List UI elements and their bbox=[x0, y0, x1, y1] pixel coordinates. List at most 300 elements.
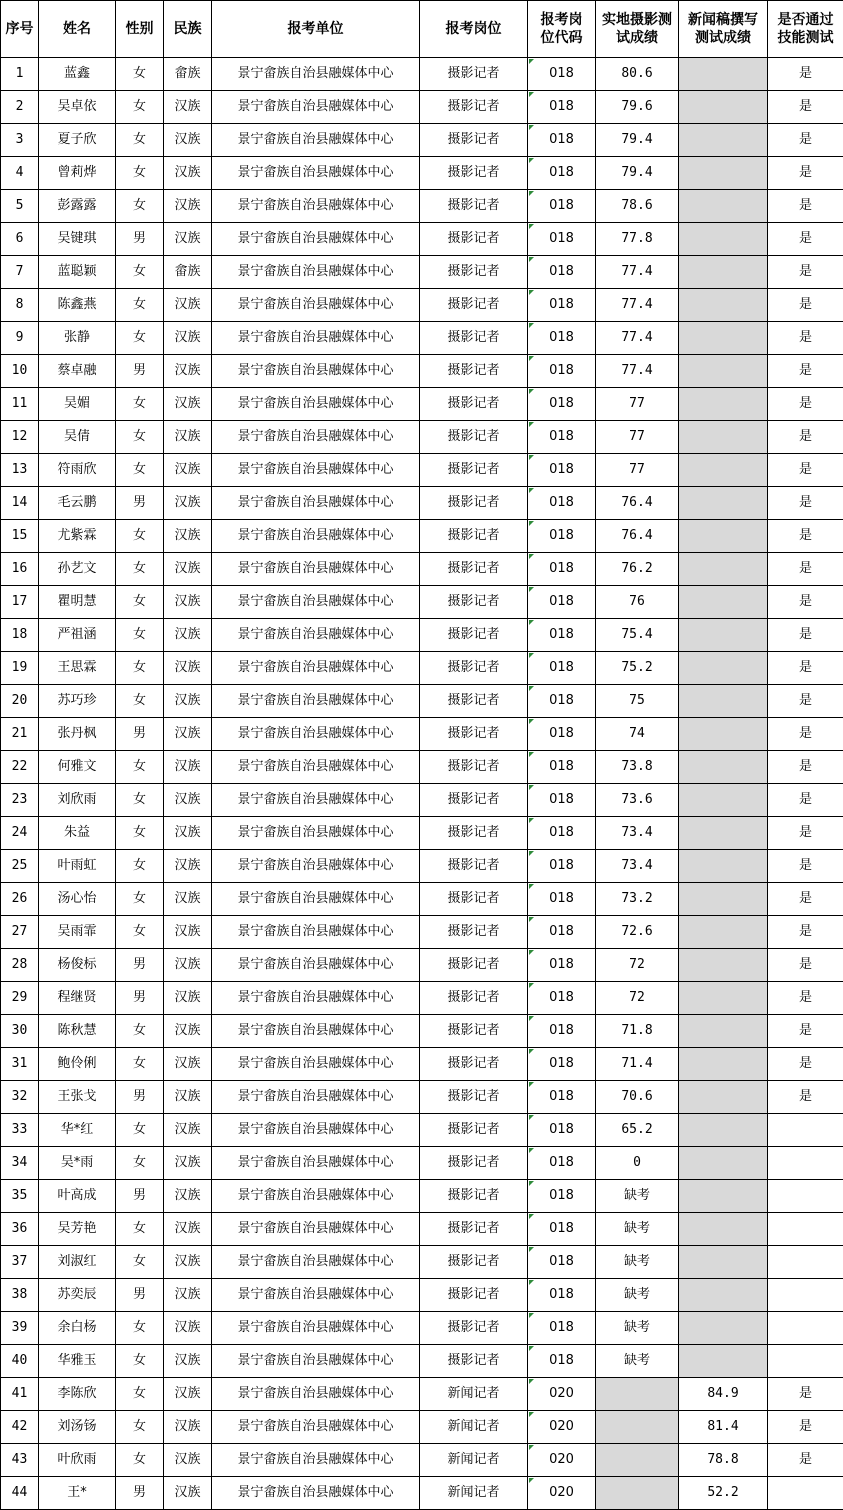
gender-cell: 男 bbox=[116, 949, 164, 982]
name-cell: 夏子欣 bbox=[39, 124, 116, 157]
unit-cell: 景宁畲族自治县融媒体中心 bbox=[212, 223, 420, 256]
seq-cell: 37 bbox=[1, 1246, 39, 1279]
code-cell: 018 bbox=[528, 916, 596, 949]
seq-cell: 9 bbox=[1, 322, 39, 355]
ethnicity-cell: 汉族 bbox=[164, 685, 212, 718]
position-cell: 新闻记者 bbox=[420, 1378, 528, 1411]
name-cell: 刘汤钖 bbox=[39, 1411, 116, 1444]
position-cell: 摄影记者 bbox=[420, 157, 528, 190]
passed-cell bbox=[768, 1312, 843, 1345]
passed-cell: 是 bbox=[768, 586, 843, 619]
gender-cell: 女 bbox=[116, 421, 164, 454]
ethnicity-cell: 汉族 bbox=[164, 388, 212, 421]
name-cell: 王思霖 bbox=[39, 652, 116, 685]
table-row bbox=[1, 619, 843, 652]
gender-cell: 男 bbox=[116, 355, 164, 388]
position-cell: 摄影记者 bbox=[420, 586, 528, 619]
seq-cell: 1 bbox=[1, 58, 39, 91]
unit-cell: 景宁畲族自治县融媒体中心 bbox=[212, 586, 420, 619]
passed-cell: 是 bbox=[768, 355, 843, 388]
code-cell: 018 bbox=[528, 1213, 596, 1246]
unit-cell: 景宁畲族自治县融媒体中心 bbox=[212, 256, 420, 289]
ethnicity-cell: 畲族 bbox=[164, 256, 212, 289]
code-cell: 018 bbox=[528, 487, 596, 520]
seq-cell: 11 bbox=[1, 388, 39, 421]
code-cell: 018 bbox=[528, 58, 596, 91]
news-score-cell bbox=[679, 454, 768, 487]
name-cell: 苏奕辰 bbox=[39, 1279, 116, 1312]
name-cell: 吴媚 bbox=[39, 388, 116, 421]
gender-cell: 男 bbox=[116, 1180, 164, 1213]
table-row bbox=[1, 1411, 843, 1444]
header-position: 报考岗位 bbox=[420, 1, 528, 58]
position-cell: 摄影记者 bbox=[420, 520, 528, 553]
ethnicity-cell: 汉族 bbox=[164, 124, 212, 157]
code-cell: 018 bbox=[528, 355, 596, 388]
seq-cell: 22 bbox=[1, 751, 39, 784]
ethnicity-cell: 汉族 bbox=[164, 586, 212, 619]
table-row bbox=[1, 883, 843, 916]
position-cell: 摄影记者 bbox=[420, 916, 528, 949]
seq-cell: 24 bbox=[1, 817, 39, 850]
photo-score-cell bbox=[596, 1378, 679, 1411]
ethnicity-cell: 汉族 bbox=[164, 652, 212, 685]
news-score-cell bbox=[679, 1180, 768, 1213]
unit-cell: 景宁畲族自治县融媒体中心 bbox=[212, 355, 420, 388]
table-row bbox=[1, 454, 843, 487]
photo-score-cell: 76.4 bbox=[596, 520, 679, 553]
gender-cell: 女 bbox=[116, 388, 164, 421]
seq-cell: 3 bbox=[1, 124, 39, 157]
gender-cell: 男 bbox=[116, 223, 164, 256]
seq-cell: 5 bbox=[1, 190, 39, 223]
seq-cell: 10 bbox=[1, 355, 39, 388]
code-cell: 018 bbox=[528, 1147, 596, 1180]
table-row bbox=[1, 586, 843, 619]
photo-score-cell: 74 bbox=[596, 718, 679, 751]
photo-score-cell: 73.4 bbox=[596, 850, 679, 883]
name-cell: 华*红 bbox=[39, 1114, 116, 1147]
code-cell: 018 bbox=[528, 718, 596, 751]
ethnicity-cell: 汉族 bbox=[164, 1213, 212, 1246]
position-cell: 摄影记者 bbox=[420, 619, 528, 652]
position-cell: 摄影记者 bbox=[420, 1048, 528, 1081]
code-cell: 018 bbox=[528, 685, 596, 718]
position-cell: 摄影记者 bbox=[420, 718, 528, 751]
seq-cell: 14 bbox=[1, 487, 39, 520]
code-cell: 018 bbox=[528, 157, 596, 190]
passed-cell: 是 bbox=[768, 322, 843, 355]
news-score-cell bbox=[679, 421, 768, 454]
photo-score-cell: 71.8 bbox=[596, 1015, 679, 1048]
seq-cell: 13 bbox=[1, 454, 39, 487]
photo-score-cell: 78.6 bbox=[596, 190, 679, 223]
seq-cell: 15 bbox=[1, 520, 39, 553]
photo-score-cell: 缺考 bbox=[596, 1180, 679, 1213]
table-body bbox=[1, 58, 843, 1510]
news-score-cell bbox=[679, 553, 768, 586]
unit-cell: 景宁畲族自治县融媒体中心 bbox=[212, 652, 420, 685]
name-cell: 毛云鹏 bbox=[39, 487, 116, 520]
code-cell: 018 bbox=[528, 289, 596, 322]
passed-cell bbox=[768, 1477, 843, 1510]
name-cell: 苏巧珍 bbox=[39, 685, 116, 718]
ethnicity-cell: 汉族 bbox=[164, 1246, 212, 1279]
news-score-cell bbox=[679, 190, 768, 223]
seq-cell: 16 bbox=[1, 553, 39, 586]
name-cell: 吴倩 bbox=[39, 421, 116, 454]
passed-cell: 是 bbox=[768, 619, 843, 652]
photo-score-cell: 77 bbox=[596, 421, 679, 454]
news-score-cell: 84.9 bbox=[679, 1378, 768, 1411]
code-cell: 018 bbox=[528, 454, 596, 487]
news-score-cell bbox=[679, 1345, 768, 1378]
gender-cell: 男 bbox=[116, 1279, 164, 1312]
table-row bbox=[1, 982, 843, 1015]
table-row bbox=[1, 1345, 843, 1378]
unit-cell: 景宁畲族自治县融媒体中心 bbox=[212, 883, 420, 916]
unit-cell: 景宁畲族自治县融媒体中心 bbox=[212, 1015, 420, 1048]
table-row bbox=[1, 1180, 843, 1213]
code-cell: 018 bbox=[528, 91, 596, 124]
unit-cell: 景宁畲族自治县融媒体中心 bbox=[212, 487, 420, 520]
photo-score-cell: 76.2 bbox=[596, 553, 679, 586]
table-row bbox=[1, 949, 843, 982]
gender-cell: 女 bbox=[116, 1345, 164, 1378]
news-score-cell bbox=[679, 784, 768, 817]
ethnicity-cell: 汉族 bbox=[164, 1378, 212, 1411]
photo-score-cell: 73.2 bbox=[596, 883, 679, 916]
passed-cell: 是 bbox=[768, 1411, 843, 1444]
code-cell: 018 bbox=[528, 190, 596, 223]
news-score-cell bbox=[679, 1147, 768, 1180]
table-row bbox=[1, 751, 843, 784]
unit-cell: 景宁畲族自治县融媒体中心 bbox=[212, 1180, 420, 1213]
table-row bbox=[1, 421, 843, 454]
news-score-cell bbox=[679, 1246, 768, 1279]
news-score-cell bbox=[679, 1015, 768, 1048]
passed-cell bbox=[768, 1114, 843, 1147]
gender-cell: 女 bbox=[116, 289, 164, 322]
table-row bbox=[1, 1114, 843, 1147]
photo-score-cell: 79.4 bbox=[596, 157, 679, 190]
photo-score-cell: 73.6 bbox=[596, 784, 679, 817]
seq-cell: 23 bbox=[1, 784, 39, 817]
table-row bbox=[1, 1246, 843, 1279]
news-score-cell bbox=[679, 652, 768, 685]
news-score-cell bbox=[679, 388, 768, 421]
unit-cell: 景宁畲族自治县融媒体中心 bbox=[212, 685, 420, 718]
ethnicity-cell: 汉族 bbox=[164, 817, 212, 850]
name-cell: 严祖涵 bbox=[39, 619, 116, 652]
passed-cell: 是 bbox=[768, 124, 843, 157]
position-cell: 摄影记者 bbox=[420, 421, 528, 454]
photo-score-cell: 72 bbox=[596, 949, 679, 982]
news-score-cell bbox=[679, 850, 768, 883]
unit-cell: 景宁畲族自治县融媒体中心 bbox=[212, 454, 420, 487]
name-cell: 尤紫霖 bbox=[39, 520, 116, 553]
passed-cell: 是 bbox=[768, 850, 843, 883]
seq-cell: 12 bbox=[1, 421, 39, 454]
unit-cell: 景宁畲族自治县融媒体中心 bbox=[212, 784, 420, 817]
unit-cell: 景宁畲族自治县融媒体中心 bbox=[212, 289, 420, 322]
ethnicity-cell: 汉族 bbox=[164, 421, 212, 454]
position-cell: 摄影记者 bbox=[420, 223, 528, 256]
header-photo-score: 实地摄影测试成绩 bbox=[596, 1, 679, 58]
name-cell: 吴键琪 bbox=[39, 223, 116, 256]
photo-score-cell: 0 bbox=[596, 1147, 679, 1180]
seq-cell: 17 bbox=[1, 586, 39, 619]
passed-cell bbox=[768, 1180, 843, 1213]
news-score-cell bbox=[679, 322, 768, 355]
seq-cell: 27 bbox=[1, 916, 39, 949]
position-cell: 摄影记者 bbox=[420, 685, 528, 718]
position-cell: 摄影记者 bbox=[420, 1081, 528, 1114]
position-cell: 摄影记者 bbox=[420, 751, 528, 784]
position-cell: 摄影记者 bbox=[420, 487, 528, 520]
name-cell: 余白杨 bbox=[39, 1312, 116, 1345]
gender-cell: 女 bbox=[116, 1411, 164, 1444]
photo-score-cell: 72.6 bbox=[596, 916, 679, 949]
photo-score-cell bbox=[596, 1411, 679, 1444]
photo-score-cell: 80.6 bbox=[596, 58, 679, 91]
passed-cell: 是 bbox=[768, 1081, 843, 1114]
gender-cell: 男 bbox=[116, 718, 164, 751]
unit-cell: 景宁畲族自治县融媒体中心 bbox=[212, 1312, 420, 1345]
ethnicity-cell: 汉族 bbox=[164, 718, 212, 751]
seq-cell: 28 bbox=[1, 949, 39, 982]
name-cell: 蔡卓融 bbox=[39, 355, 116, 388]
position-cell: 摄影记者 bbox=[420, 784, 528, 817]
table-row bbox=[1, 1213, 843, 1246]
name-cell: 程继贤 bbox=[39, 982, 116, 1015]
name-cell: 叶高成 bbox=[39, 1180, 116, 1213]
ethnicity-cell: 汉族 bbox=[164, 850, 212, 883]
name-cell: 吴雨霏 bbox=[39, 916, 116, 949]
table-row bbox=[1, 190, 843, 223]
code-cell: 018 bbox=[528, 256, 596, 289]
gender-cell: 女 bbox=[116, 553, 164, 586]
name-cell: 符雨欣 bbox=[39, 454, 116, 487]
gender-cell: 女 bbox=[116, 190, 164, 223]
position-cell: 摄影记者 bbox=[420, 1180, 528, 1213]
passed-cell: 是 bbox=[768, 751, 843, 784]
unit-cell: 景宁畲族自治县融媒体中心 bbox=[212, 751, 420, 784]
position-cell: 摄影记者 bbox=[420, 883, 528, 916]
code-cell: 018 bbox=[528, 1180, 596, 1213]
position-cell: 摄影记者 bbox=[420, 190, 528, 223]
name-cell: 鲍伶俐 bbox=[39, 1048, 116, 1081]
unit-cell: 景宁畲族自治县融媒体中心 bbox=[212, 1444, 420, 1477]
name-cell: 陈鑫燕 bbox=[39, 289, 116, 322]
table-row bbox=[1, 718, 843, 751]
gender-cell: 女 bbox=[116, 322, 164, 355]
position-cell: 摄影记者 bbox=[420, 1246, 528, 1279]
name-cell: 刘欣雨 bbox=[39, 784, 116, 817]
seq-cell: 6 bbox=[1, 223, 39, 256]
code-cell: 018 bbox=[528, 817, 596, 850]
table-row bbox=[1, 553, 843, 586]
ethnicity-cell: 汉族 bbox=[164, 1147, 212, 1180]
photo-score-cell: 缺考 bbox=[596, 1312, 679, 1345]
photo-score-cell: 73.4 bbox=[596, 817, 679, 850]
code-cell: 018 bbox=[528, 223, 596, 256]
ethnicity-cell: 汉族 bbox=[164, 553, 212, 586]
passed-cell: 是 bbox=[768, 487, 843, 520]
gender-cell: 女 bbox=[116, 256, 164, 289]
gender-cell: 女 bbox=[116, 1015, 164, 1048]
passed-cell bbox=[768, 1147, 843, 1180]
gender-cell: 女 bbox=[116, 58, 164, 91]
photo-score-cell: 79.4 bbox=[596, 124, 679, 157]
header-passed: 是否通过技能测试 bbox=[768, 1, 843, 58]
table-row bbox=[1, 1081, 843, 1114]
name-cell: 陈秋慧 bbox=[39, 1015, 116, 1048]
position-cell: 摄影记者 bbox=[420, 454, 528, 487]
unit-cell: 景宁畲族自治县融媒体中心 bbox=[212, 619, 420, 652]
news-score-cell bbox=[679, 982, 768, 1015]
table-row bbox=[1, 1279, 843, 1312]
name-cell: 张静 bbox=[39, 322, 116, 355]
table-row bbox=[1, 355, 843, 388]
unit-cell: 景宁畲族自治县融媒体中心 bbox=[212, 157, 420, 190]
seq-cell: 20 bbox=[1, 685, 39, 718]
news-score-cell bbox=[679, 1279, 768, 1312]
unit-cell: 景宁畲族自治县融媒体中心 bbox=[212, 520, 420, 553]
ethnicity-cell: 汉族 bbox=[164, 1114, 212, 1147]
gender-cell: 女 bbox=[116, 1378, 164, 1411]
code-cell: 018 bbox=[528, 1279, 596, 1312]
passed-cell: 是 bbox=[768, 421, 843, 454]
ethnicity-cell: 汉族 bbox=[164, 982, 212, 1015]
gender-cell: 女 bbox=[116, 520, 164, 553]
name-cell: 李陈欣 bbox=[39, 1378, 116, 1411]
seq-cell: 18 bbox=[1, 619, 39, 652]
passed-cell bbox=[768, 1246, 843, 1279]
code-cell: 018 bbox=[528, 982, 596, 1015]
position-cell: 摄影记者 bbox=[420, 1345, 528, 1378]
name-cell: 吴*雨 bbox=[39, 1147, 116, 1180]
photo-score-cell: 76.4 bbox=[596, 487, 679, 520]
seq-cell: 29 bbox=[1, 982, 39, 1015]
ethnicity-cell: 汉族 bbox=[164, 1411, 212, 1444]
passed-cell: 是 bbox=[768, 190, 843, 223]
seq-cell: 30 bbox=[1, 1015, 39, 1048]
unit-cell: 景宁畲族自治县融媒体中心 bbox=[212, 916, 420, 949]
code-cell: 018 bbox=[528, 586, 596, 619]
passed-cell: 是 bbox=[768, 817, 843, 850]
passed-cell: 是 bbox=[768, 982, 843, 1015]
ethnicity-cell: 畲族 bbox=[164, 58, 212, 91]
table-row bbox=[1, 1477, 843, 1510]
unit-cell: 景宁畲族自治县融媒体中心 bbox=[212, 982, 420, 1015]
photo-score-cell: 75 bbox=[596, 685, 679, 718]
table-row bbox=[1, 487, 843, 520]
name-cell: 叶雨虹 bbox=[39, 850, 116, 883]
table-row bbox=[1, 817, 843, 850]
unit-cell: 景宁畲族自治县融媒体中心 bbox=[212, 949, 420, 982]
code-cell: 018 bbox=[528, 1081, 596, 1114]
table-row bbox=[1, 1147, 843, 1180]
position-cell: 摄影记者 bbox=[420, 58, 528, 91]
unit-cell: 景宁畲族自治县融媒体中心 bbox=[212, 553, 420, 586]
seq-cell: 2 bbox=[1, 91, 39, 124]
gender-cell: 男 bbox=[116, 982, 164, 1015]
seq-cell: 32 bbox=[1, 1081, 39, 1114]
news-score-cell: 78.8 bbox=[679, 1444, 768, 1477]
news-score-cell bbox=[679, 223, 768, 256]
name-cell: 瞿明慧 bbox=[39, 586, 116, 619]
news-score-cell bbox=[679, 487, 768, 520]
name-cell: 吴芳艳 bbox=[39, 1213, 116, 1246]
ethnicity-cell: 汉族 bbox=[164, 289, 212, 322]
passed-cell: 是 bbox=[768, 1015, 843, 1048]
position-cell: 摄影记者 bbox=[420, 1114, 528, 1147]
position-cell: 摄影记者 bbox=[420, 1015, 528, 1048]
position-cell: 摄影记者 bbox=[420, 388, 528, 421]
gender-cell: 女 bbox=[116, 751, 164, 784]
position-cell: 摄影记者 bbox=[420, 817, 528, 850]
ethnicity-cell: 汉族 bbox=[164, 322, 212, 355]
photo-score-cell: 缺考 bbox=[596, 1213, 679, 1246]
header-news-score: 新闻稿撰写测试成绩 bbox=[679, 1, 768, 58]
gender-cell: 女 bbox=[116, 1048, 164, 1081]
unit-cell: 景宁畲族自治县融媒体中心 bbox=[212, 718, 420, 751]
seq-cell: 35 bbox=[1, 1180, 39, 1213]
passed-cell: 是 bbox=[768, 520, 843, 553]
photo-score-cell: 79.6 bbox=[596, 91, 679, 124]
table-row bbox=[1, 1444, 843, 1477]
name-cell: 孙艺文 bbox=[39, 553, 116, 586]
unit-cell: 景宁畲族自治县融媒体中心 bbox=[212, 1147, 420, 1180]
gender-cell: 女 bbox=[116, 619, 164, 652]
position-cell: 摄影记者 bbox=[420, 1147, 528, 1180]
news-score-cell bbox=[679, 949, 768, 982]
header-gender: 性别 bbox=[116, 1, 164, 58]
header-code: 报考岗位代码 bbox=[528, 1, 596, 58]
table-row bbox=[1, 124, 843, 157]
name-cell: 华雅玉 bbox=[39, 1345, 116, 1378]
code-cell: 018 bbox=[528, 124, 596, 157]
code-cell: 018 bbox=[528, 421, 596, 454]
position-cell: 摄影记者 bbox=[420, 256, 528, 289]
photo-score-cell: 65.2 bbox=[596, 1114, 679, 1147]
code-cell: 018 bbox=[528, 1345, 596, 1378]
position-cell: 摄影记者 bbox=[420, 355, 528, 388]
passed-cell: 是 bbox=[768, 388, 843, 421]
name-cell: 吴卓依 bbox=[39, 91, 116, 124]
photo-score-cell bbox=[596, 1444, 679, 1477]
header-name: 姓名 bbox=[39, 1, 116, 58]
code-cell: 018 bbox=[528, 1312, 596, 1345]
seq-cell: 34 bbox=[1, 1147, 39, 1180]
unit-cell: 景宁畲族自治县融媒体中心 bbox=[212, 388, 420, 421]
ethnicity-cell: 汉族 bbox=[164, 223, 212, 256]
ethnicity-cell: 汉族 bbox=[164, 916, 212, 949]
position-cell: 摄影记者 bbox=[420, 1279, 528, 1312]
table-row bbox=[1, 58, 843, 91]
seq-cell: 4 bbox=[1, 157, 39, 190]
ethnicity-cell: 汉族 bbox=[164, 751, 212, 784]
seq-cell: 36 bbox=[1, 1213, 39, 1246]
ethnicity-cell: 汉族 bbox=[164, 1048, 212, 1081]
passed-cell: 是 bbox=[768, 289, 843, 322]
seq-cell: 40 bbox=[1, 1345, 39, 1378]
position-cell: 摄影记者 bbox=[420, 91, 528, 124]
code-cell: 018 bbox=[528, 1114, 596, 1147]
name-cell: 汤心怡 bbox=[39, 883, 116, 916]
news-score-cell bbox=[679, 1081, 768, 1114]
